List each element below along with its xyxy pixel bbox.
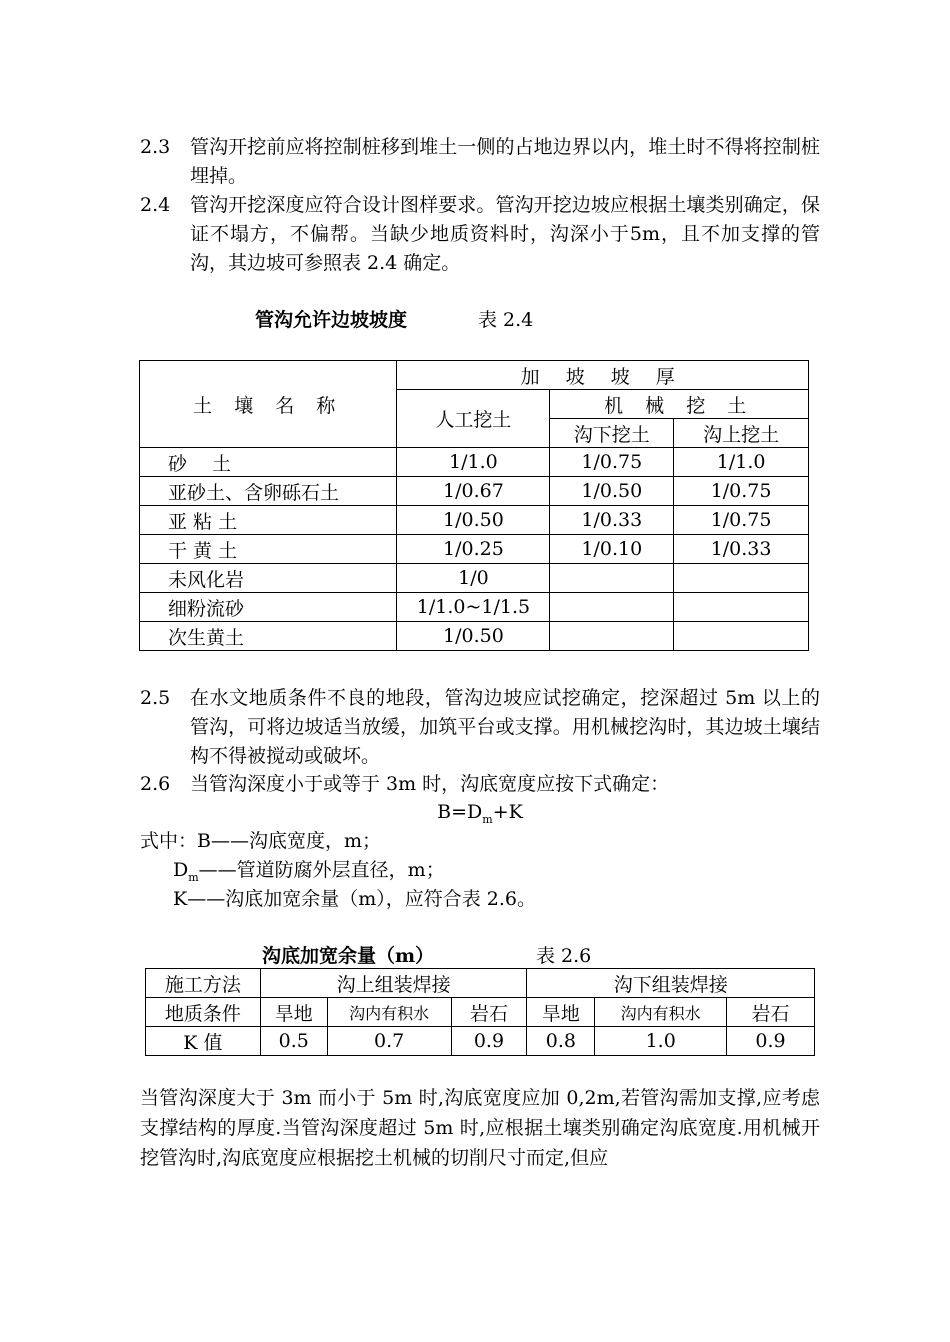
table-row [140,622,809,651]
table-row [140,477,809,506]
table-row [140,448,809,477]
header-geology: 地质条件 [146,998,261,1027]
value-cell: 1/0.75 [674,477,809,506]
header-above-trench: 沟上挖土 [674,419,809,448]
table-2-6-number: 表 2.6 [536,945,592,967]
header-dry-land: 旱地 [260,998,327,1027]
formula-right: +K [492,801,523,823]
value-cell: 1/1.0~1/1.5 [397,593,550,622]
header-soil-name: 土 壤 名 称 [140,361,397,448]
section-number: 2.6 [140,773,171,795]
value-cell: 1/0.33 [674,535,809,564]
paragraph-text: 管沟开挖深度应符合设计图样要求。管沟开挖边坡应根据土壤类别确定，保证不塌方，不偏帮。当缺少地质资料时，沟深小于5m，且不加支撑的管沟，其边坡可参照表 2.4 确定。 [190,194,820,274]
header-rock: 岩石 [727,998,815,1027]
soil-cell: 未风化岩 [140,564,397,593]
value-cell: 1/1.0 [674,448,809,477]
paragraph-text: 当管沟深度小于或等于 3m 时，沟底宽度应按下式确定： [190,773,670,795]
formula-subscript: m [482,812,493,826]
value-cell: 1/0.75 [674,506,809,535]
paragraph-text: 在水文地质条件不良的地段，管沟边坡应试挖确定，挖深超过 5m 以上的管沟，可将边坡适当放缓，加筑平台或支撑。用机械挖沟时，其边坡土壤结构不得被搅动或破坏。 [190,687,820,767]
header-below-welding: 沟下组装焊接 [527,969,815,998]
paragraph-2-6 [140,770,820,799]
soil-cell: 亚 粘 土 [140,506,397,535]
value-cell: 1/0.33 [550,506,674,535]
value-cell: 0.9 [451,1027,527,1056]
soil-cell: 亚砂土、含卵砾石土 [140,477,397,506]
value-cell: 1/0.50 [550,477,674,506]
table-2-4 [139,360,809,651]
paragraph-2-5 [140,684,820,771]
header-water-in-trench: 沟内有积水 [595,998,727,1027]
legend-dm-text: ——管道防腐外层直径，m； [198,859,445,881]
paragraph-2-4 [140,191,820,278]
table-2-6-title: 沟底加宽余量（m） [262,945,435,967]
paragraph-text: 管沟开挖前应将控制桩移到堆土一侧的占地边界以内，堆土时不得将控制桩埋掉。 [190,136,820,187]
legend-k: K——沟底加宽余量（m），应符合表 2.6。 [173,888,536,910]
header-water-in-trench: 沟内有积水 [327,998,451,1027]
closing-paragraph: 当管沟深度大于 3m 而小于 5m 时,沟底宽度应加 0,2m,若管沟需加支撑,应考虑支撑结构的厚度.当管沟深度超过 5m 时,应根据土壤类别确定沟底宽度.用机械开挖管沟时,沟底宽度应根据挖土机械的切削尺寸而定,但应 [140,1087,820,1169]
value-cell: 1/0.25 [397,535,550,564]
soil-cell: 砂 土 [140,448,397,477]
value-cell [550,564,674,593]
value-cell: 1/0.10 [550,535,674,564]
legend-dm-symbol: D [173,859,189,881]
value-cell: 0.8 [527,1027,595,1056]
value-cell [674,593,809,622]
value-cell: 1/1.0 [397,448,550,477]
soil-cell: 次生黄土 [140,622,397,651]
header-rock: 岩石 [451,998,527,1027]
table-row [140,535,809,564]
table-2-6 [145,968,815,1056]
value-cell: 1/0.50 [397,622,550,651]
table-2-4-title: 管沟允许边坡坡度 [255,309,408,331]
value-cell: 1/0 [397,564,550,593]
formula-left: B=D [437,801,483,823]
value-cell [674,564,809,593]
value-cell: 1.0 [595,1027,727,1056]
value-cell [674,622,809,651]
table-row [146,1027,815,1056]
header-dry-land: 旱地 [527,998,595,1027]
header-machine-dig: 机 械 挖 土 [550,390,809,419]
section-number: 2.5 [140,687,171,709]
header-below-trench: 沟下挖土 [550,419,674,448]
header-manual-dig: 人工挖土 [397,390,550,448]
value-cell: 0.5 [260,1027,327,1056]
table-row [140,593,809,622]
value-cell: 0.7 [327,1027,451,1056]
legend-dm-subscript: m [188,870,199,884]
value-cell [550,593,674,622]
k-label: K 值 [146,1027,261,1056]
header-slope: 加 坡 坡 厚 [397,361,809,390]
value-cell: 1/0.75 [550,448,674,477]
section-number: 2.4 [140,194,171,216]
value-cell: 1/0.50 [397,506,550,535]
table-row [140,506,809,535]
soil-cell: 干 黄 土 [140,535,397,564]
value-cell: 0.9 [727,1027,815,1056]
header-method: 施工方法 [146,969,261,998]
header-above-welding: 沟上组装焊接 [260,969,527,998]
table-2-4-number: 表 2.4 [478,309,534,331]
paragraph-2-3 [140,133,820,191]
section-number: 2.3 [140,136,171,158]
value-cell: 1/0.67 [397,477,550,506]
soil-cell: 细粉流砂 [140,593,397,622]
legend-b: 式中：B——沟底宽度，m； [140,830,381,852]
table-row [140,564,809,593]
value-cell [550,622,674,651]
